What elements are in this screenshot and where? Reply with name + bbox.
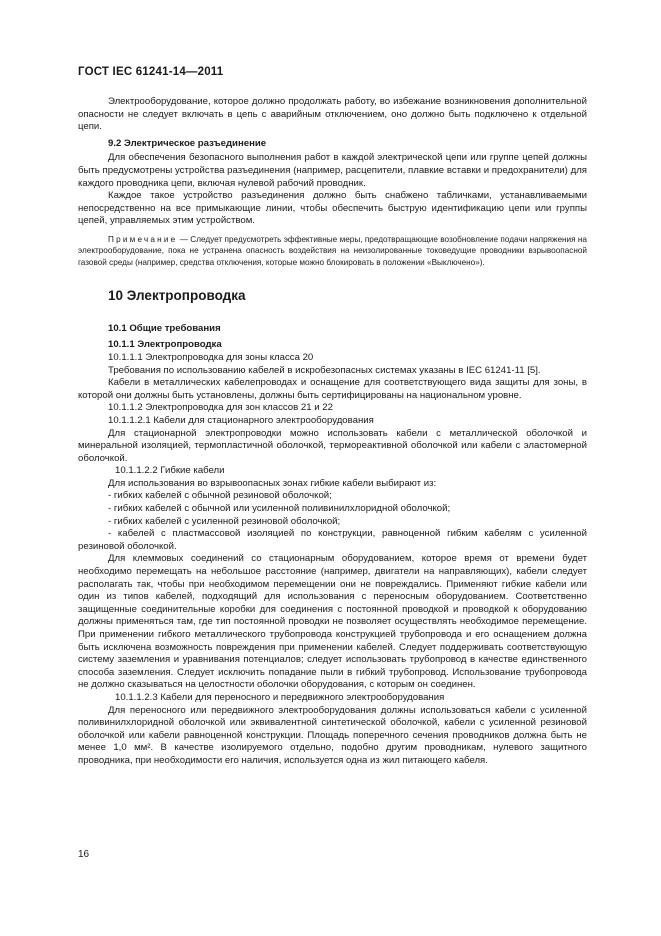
section-heading-10-1-1: 10.1.1 Электропроводка [108,339,222,351]
paragraph: Электрооборудование, которое должно продолжать работу, во избежание возникновения дополнительной опасности не следует включать в цепь с аварийным отключением, оно должно быть подключено к отдельной цепи. [78,96,587,133]
paragraph: Каждое такое устройство разъединения должно быть снабжено табличками, устанавливаемыми непосредственно на все примыкающие линии, чтобы обеспечить быструю идентификацию цепи или группы цепей, управляемых этим устройством. [78,190,587,227]
paragraph: Требования по использованию кабелей в искробезопасных системах указаны в IEC 61241-11 [5]. [108,364,541,376]
subsection-heading: 10.1.1.2.1 Кабели для стационарного электрооборудования [108,414,374,426]
list-item: - гибких кабелей с усиленной резиновой оболочкой; [108,515,341,527]
paragraph: Для клеммовых соединений со стационарным оборудованием, которое время от времени будет необходимо перемещать на небольшое расстояние (например, двигатели на направляющих), кабели следует располагать так, чтобы при необходимом перемещении они не повреждались. Применяют гибкие кабели или один из типов кабелей, подходящий для использования с переносным оборудованием. Соответственно защищенные соединительные коробки для соединения с постоянной проводкой и проводкой к оборудованию должны применяться там, где тип постоянной проводки не позволяет осуществлять необходимое перемещение. При применении гибкого металлического трубопровода конструкцией трубопровода и его оснащением должна быть исключена возможность повреждения при применении кабелей. Следует поддерживать соответствующую систему заземления и уравнивания потенциалов; следует использовать трубопровод в качестве единственного способа заземления. Следует исключить попадание пыли в гибкий трубопровод. Использование трубопровода не должно сказываться на целостности оболочки оборудования, с которым он соединен. [78,553,587,691]
list-item: - кабелей с пластмассовой изоляцией по конструкции, равноценной гибким кабелям с усиленной резиновой оболочкой. [78,528,587,552]
list-item: - гибких кабелей с обычной резиновой оболочкой; [108,490,332,502]
page-number: 16 [78,849,90,860]
paragraph: Кабели в металлических кабелепроводах и оснащение для соответствующего вида защиты для зоны, в которой они должны быть установлены, должны быть сертифицированы на национальном уровне. [78,377,587,401]
subsection-heading: 10.1.1.2.2 Гибкие кабели [115,465,225,477]
note [78,234,587,268]
paragraph: Для использования во взрывоопасных зонах гибкие кабели выбирают из: [108,477,437,489]
section-heading-10-1: 10.1 Общие требования [108,322,221,334]
document-body [78,96,587,768]
note-text: — Следует предусмотреть эффективные меры, предотвращающие возобновление подачи напряжения на электрооборудование, пока не устранена опасность воздействия на неизолированные токоведущие проводники взрывоопасной газовой среды (например, средства отключения, которые можно блокировать в положении «Выключено»). [78,234,587,267]
chapter-heading-10: 10 Электропроводка [108,288,246,304]
paragraph: Для переносного или передвижного электрооборудования должны использоваться кабели с усиленной поливинилхлоридной оболочкой или эквивалентной синтетической оболочкой, кабели с усиленной резиновой оболочкой или кабели равноценной конструкции. Площадь поперечного сечения проводников должна быть не менее 1,0 мм². В качестве изолируемого отдельно, подобно другим проводникам, нулевого защитного проводника, при необходимости его наличия, используется одна из жил питающего кабеля. [78,704,587,766]
document-header: ГОСТ IEC 61241-14—2011 [78,66,224,78]
list-item: - гибких кабелей с обычной или усиленной поливинилхлоридной оболочкой; [108,503,451,515]
paragraph: Для стационарной электропроводки можно использовать кабели с металлической оболочкой и минеральной изоляцией, термопластичной оболочкой, термореактивной оболочкой или кабели с эластомерной оболочкой. [78,427,587,464]
subsection-heading: 10.1.1.2 Электропроводка для зон классов 21 и 22 [108,402,333,414]
note-label: Примечание [108,234,178,244]
paragraph: Для обеспечения безопасного выполнения работ в каждой электрической цепи или группе цепей должны быть предусмотрены устройства разъединения (например, расцепители, плавкие вставки и предохранители) для каждого проводника цепи, включая нулевой рабочий проводник. [78,152,587,189]
subsection-heading: 10.1.1.1 Электропроводка для зоны класса 20 [108,351,314,363]
section-heading-9-2: 9.2 Электрическое разъединение [108,137,267,149]
subsection-heading: 10.1.1.2.3 Кабели для переносного и передвижного электрооборудования [115,691,445,703]
